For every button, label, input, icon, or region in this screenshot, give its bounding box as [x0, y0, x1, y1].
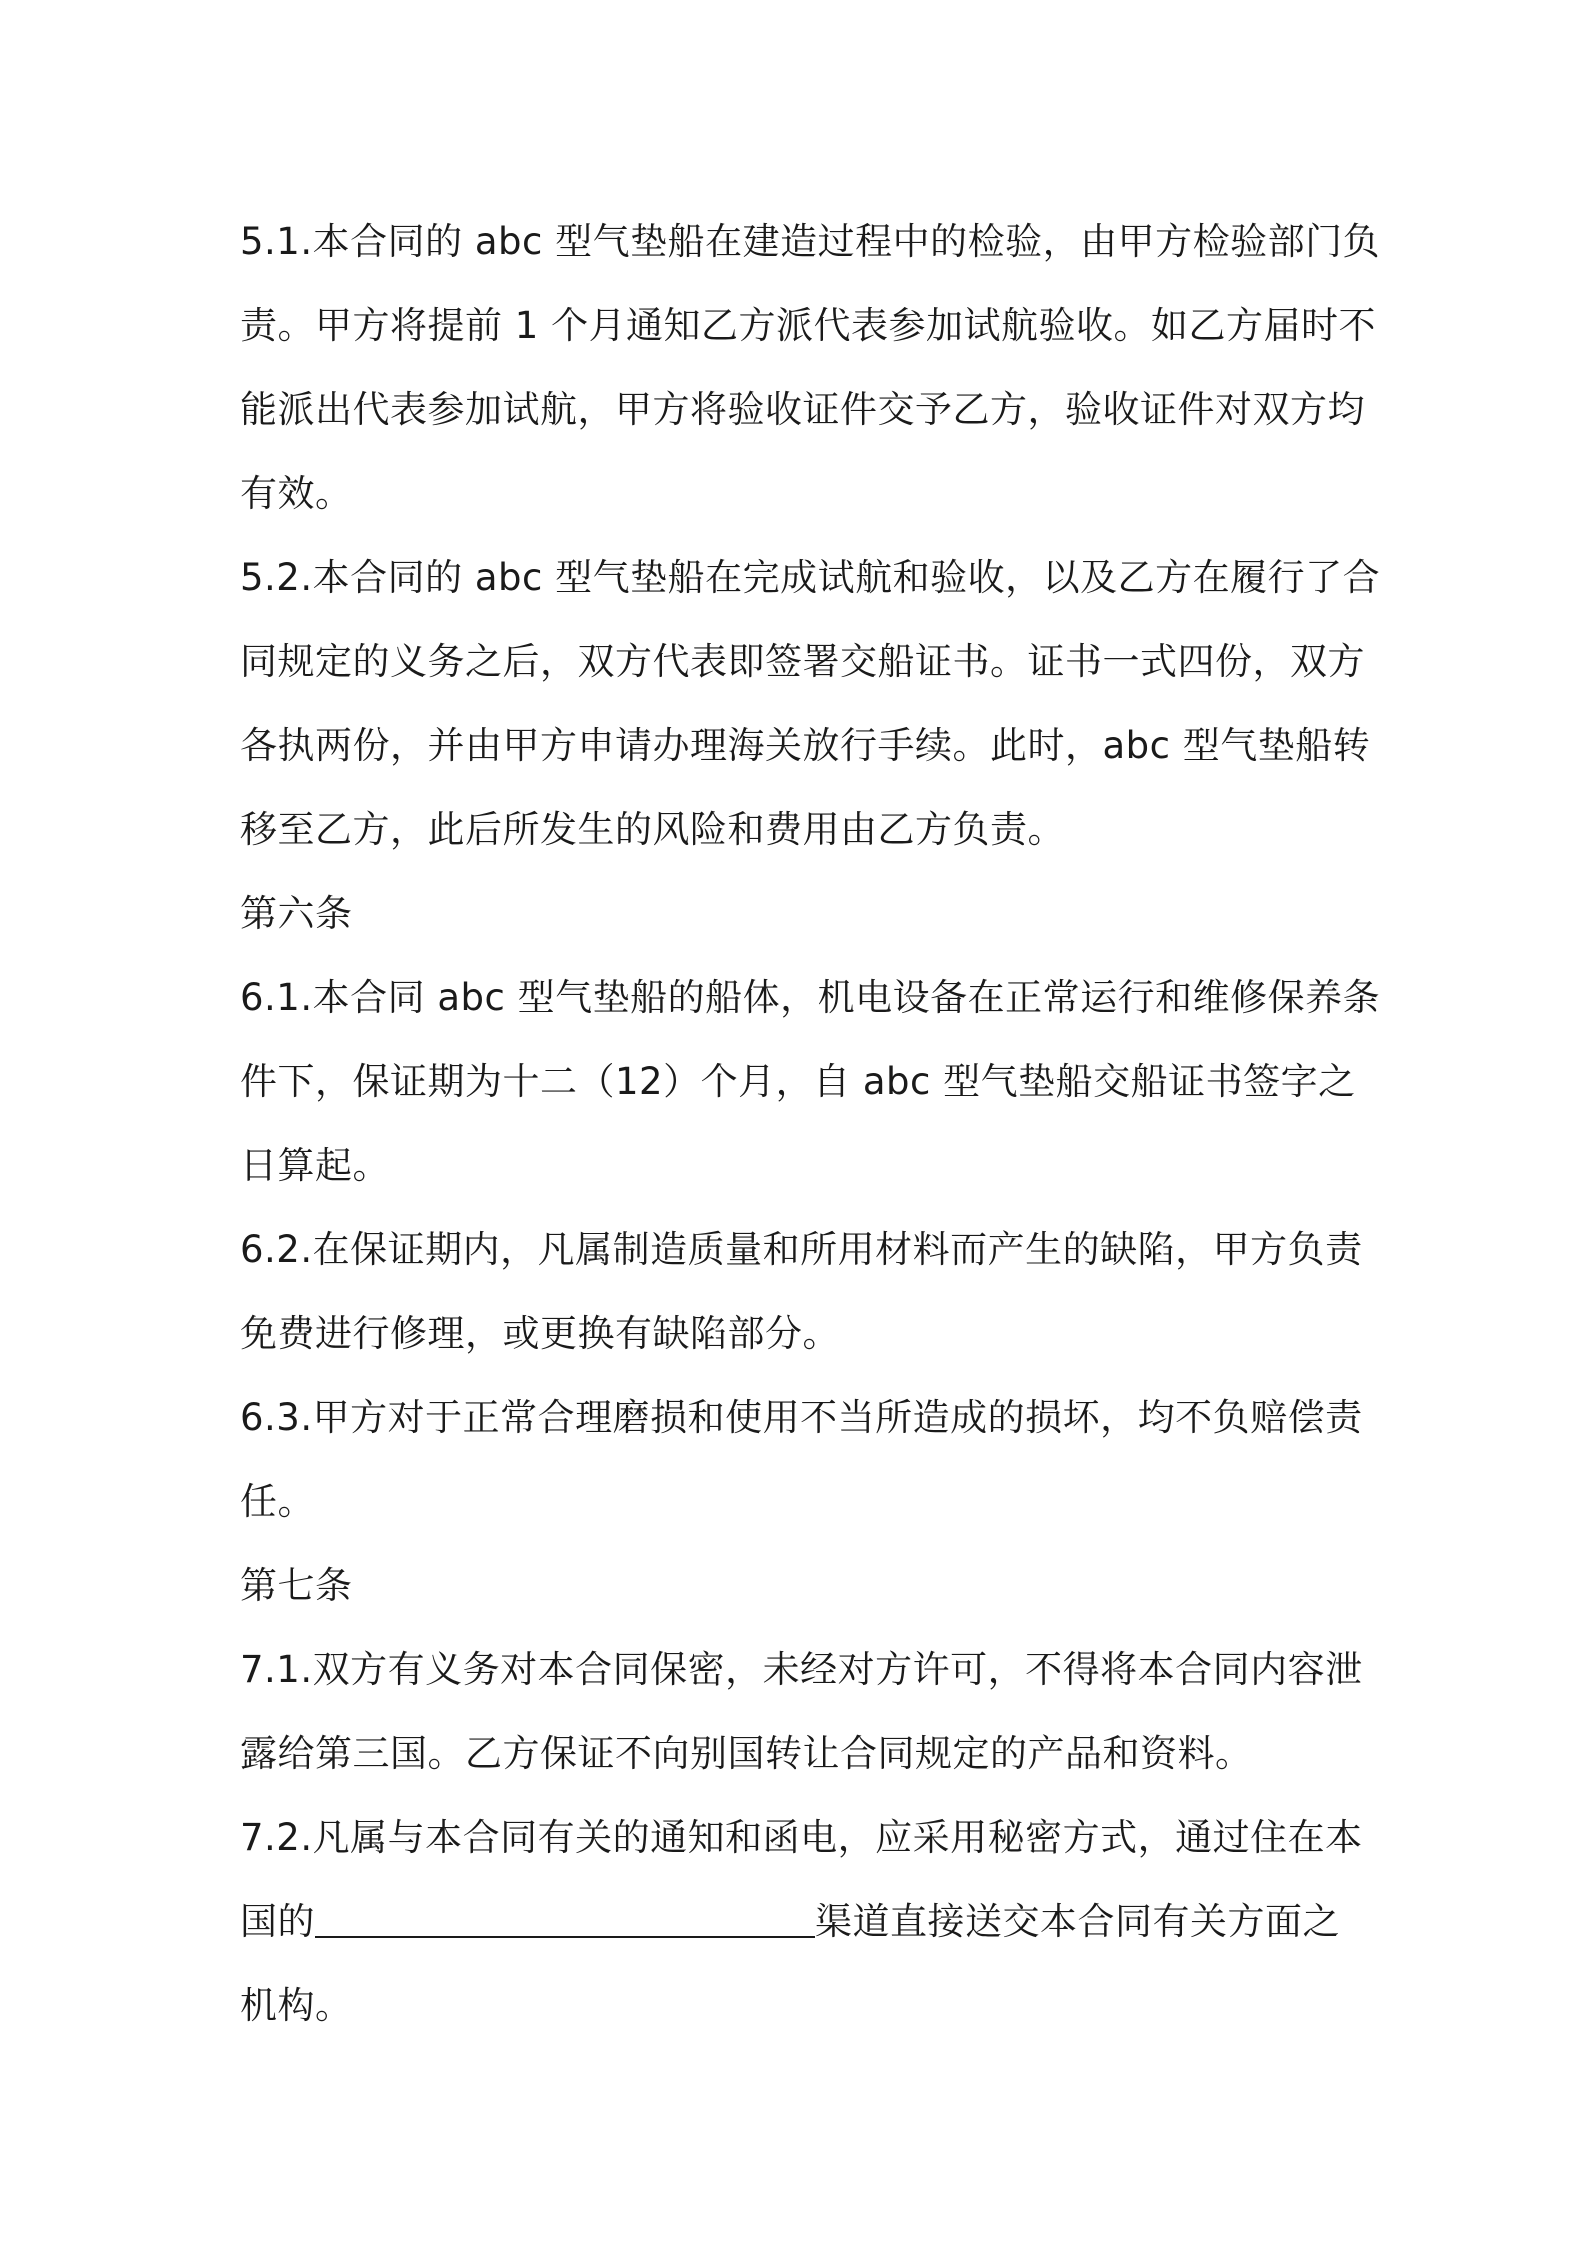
clause-6-2: [240, 1208, 1363, 1376]
clause-6-3-line: 6.3.甲方对于正常合理磨损和使用不当所造成的损坏，均不负赔偿责: [240, 1396, 1363, 1439]
article-6-title: 第六条: [240, 892, 353, 935]
clause-6-1-line: 件下，保证期为十二（12）个月，自 abc 型气垫船交船证书签字之: [240, 1060, 1356, 1103]
clause-5-1: [240, 200, 1381, 536]
clause-5-2: [240, 536, 1381, 872]
clause-7-2-line: 机构。: [240, 1984, 353, 2027]
clause-5-2-line: 5.2.本合同的 abc 型气垫船在完成试航和验收，以及乙方在履行了合: [240, 556, 1381, 599]
clause-6-2-line: 6.2.在保证期内，凡属制造质量和所用材料而产生的缺陷，甲方负责: [240, 1228, 1363, 1271]
clause-7-2-line: 7.2.凡属与本合同有关的通知和函电，应采用秘密方式，通过住在本: [240, 1816, 1363, 1859]
article-7-title: 第七条: [240, 1564, 353, 1607]
fill-in-blank[interactable]: [315, 1896, 815, 1938]
clause-7-2-fill-line: [240, 1880, 1360, 1964]
clause-5-1-line: 有效。: [240, 472, 353, 515]
clause-6-3-line: 任。: [240, 1480, 315, 1523]
clause-7-1-line: 露给第三国。乙方保证不向别国转让合同规定的产品和资料。: [240, 1732, 1253, 1775]
article-6-heading: [240, 872, 1360, 956]
clause-7-1: [240, 1628, 1363, 1796]
document-page: [240, 200, 1381, 2048]
clause-6-1-line: 6.1.本合同 abc 型气垫船的船体，机电设备在正常运行和维修保养条: [240, 976, 1381, 1019]
clause-6-1: [240, 956, 1381, 1208]
clause-6-3: [240, 1376, 1363, 1544]
clause-5-1-line: 责。甲方将提前 1 个月通知乙方派代表参加试航验收。如乙方届时不: [240, 304, 1377, 347]
clause-6-2-line: 免费进行修理，或更换有缺陷部分。: [240, 1312, 840, 1355]
clause-6-1-line: 日算起。: [240, 1144, 390, 1187]
clause-5-2-line: 各执两份，并由甲方申请办理海关放行手续。此时，abc 型气垫船转: [240, 724, 1371, 767]
clause-5-2-line: 移至乙方，此后所发生的风险和费用由乙方负责。: [240, 808, 1065, 851]
clause-7-2: [240, 1796, 1363, 2048]
clause-7-1-line: 7.1.双方有义务对本合同保密，未经对方许可，不得将本合同内容泄: [240, 1648, 1363, 1691]
clause-5-2-line: 同规定的义务之后，双方代表即签署交船证书。证书一式四份，双方: [240, 640, 1365, 683]
clause-5-1-line: 5.1.本合同的 abc 型气垫船在建造过程中的检验，由甲方检验部门负: [240, 220, 1381, 263]
fill-before-text: 国的: [240, 1900, 315, 1943]
clause-5-1-line: 能派出代表参加试航，甲方将验收证件交予乙方，验收证件对双方均: [240, 388, 1365, 431]
article-7-heading: [240, 1544, 1360, 1628]
fill-after-text: 渠道直接送交本合同有关方面之: [815, 1900, 1340, 1943]
